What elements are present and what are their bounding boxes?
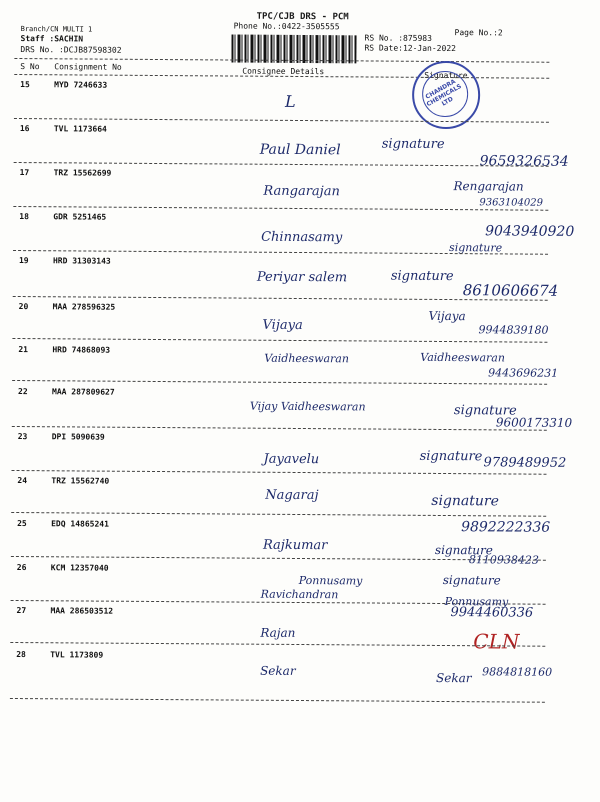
row-divider (10, 698, 545, 703)
row-signature-handwritten: Rengarajan (453, 179, 524, 194)
row-consignee-handwritten: Vijay Vaidheeswaran (249, 399, 366, 414)
row-consignee-handwritten: Ponnusamy (298, 573, 363, 588)
row-sno: 23 (17, 432, 28, 442)
row-phone-handwritten: 9944839180 (478, 323, 549, 337)
row-phone-handwritten: 9892222336 (461, 519, 551, 536)
col-consignment-header: Consignment No (54, 62, 122, 72)
row-signature-handwritten: signature (434, 542, 493, 558)
row-divider (11, 470, 546, 475)
row-sno: 24 (17, 476, 28, 486)
row-consignee-handwritten: Periyar salem (256, 269, 348, 286)
col-sno-header: S No (20, 62, 40, 72)
row-sno: 20 (18, 302, 29, 312)
row-consignment-no: MAA 287809627 (52, 387, 115, 397)
row-consignment-no: TRZ 15562699 (53, 168, 112, 178)
row-sno: 26 (16, 563, 27, 573)
col-consignee-header: Consignee Details (242, 66, 325, 77)
row-phone-handwritten: 9443696231 (488, 366, 559, 380)
row-consignee-handwritten: Rajkumar (262, 537, 328, 554)
row-consignment-no: KCM 12357040 (50, 563, 109, 573)
row-sno: 15 (20, 80, 30, 90)
row-phone-handwritten: 9944460336 (450, 605, 534, 621)
rs-number: RS No. :875983 (364, 33, 432, 43)
row-consignee-handwritten: Ravichandran (260, 587, 339, 602)
row-consignee-handwritten: Vijaya (262, 317, 303, 334)
row-consignment-no: DPI 5090639 (51, 432, 105, 442)
row-signature-handwritten: Vijaya (428, 308, 466, 324)
rs-date: RS Date:12-Jan-2022 (364, 43, 457, 54)
row-phone-handwritten: 9363104029 (479, 197, 544, 209)
row-phone-handwritten: 8110938423 (468, 553, 539, 567)
row-consignee-handwritten: Jayavelu (263, 451, 320, 468)
row-signature-handwritten: signature (381, 136, 445, 153)
col-signature-header: Signature (424, 70, 468, 81)
row-consignee-handwritten: Rangarajan (263, 183, 340, 200)
row-phone-handwritten: 9043940920 (485, 223, 575, 240)
branch-ref: Branch/CN MULTI 1 (20, 25, 93, 34)
row-consignee-handwritten: Paul Daniel (259, 141, 341, 159)
row-sno: 19 (18, 256, 29, 266)
remark-handwritten-red: CLN (473, 629, 520, 654)
row-signature-handwritten: signature (390, 268, 454, 285)
row-consignment-no: TVL 1173664 (53, 124, 107, 134)
page-number: Page No.:2 (454, 28, 503, 38)
row-divider (11, 512, 546, 517)
row-consignee-handwritten: Vaidheeswaran (264, 351, 350, 366)
row-signature-handwritten: Ponnusamy (444, 595, 509, 609)
row-signature-handwritten: Vaidheeswaran (420, 350, 506, 365)
staff-name: Staff :SACHIN (20, 34, 84, 44)
row-sno: 27 (16, 606, 27, 616)
row-consignee-handwritten: Rajan (260, 625, 296, 640)
row-signature-handwritten: signature (442, 573, 501, 588)
row-phone-handwritten: 9789489952 (483, 455, 567, 471)
row-phone-handwritten: 9884818160 (482, 665, 553, 679)
row-signature-handwritten: signature (419, 448, 483, 465)
drs-number: DRS No. :DCJB87598302 (20, 45, 122, 55)
row-sno: 18 (19, 212, 29, 222)
row-phone-handwritten: 9600173310 (495, 415, 573, 430)
row-consignee-handwritten: Nagaraj (265, 487, 319, 504)
document-title: TPC/CJB DRS - PCM (256, 11, 349, 23)
row-signature-handwritten: signature (431, 492, 499, 510)
row-sno: 25 (17, 519, 27, 529)
row-consignment-no: HRD 74868093 (52, 345, 111, 355)
row-consignee-handwritten: Chinnasamy (261, 229, 343, 246)
row-consignment-no: EDQ 14865241 (51, 519, 109, 529)
row-divider (12, 338, 547, 343)
row-consignment-no: HRD 31303143 (52, 256, 111, 266)
row-sno: 16 (19, 124, 30, 134)
row-consignment-no: MAA 278596325 (52, 302, 116, 312)
row-divider (13, 206, 548, 211)
row-sno: 21 (18, 345, 29, 355)
row-consignment-no: MAA 286503512 (50, 606, 114, 616)
phone-number: Phone No.:0422-3505555 (233, 21, 340, 32)
row-consignment-no: TRZ 15562740 (51, 476, 110, 486)
row-divider (12, 426, 547, 431)
row-signature-handwritten: Sekar (436, 670, 472, 686)
row-sno: 22 (18, 387, 28, 397)
row-sno: 17 (19, 168, 30, 178)
row-consignment-no: MYD 7246633 (54, 80, 108, 90)
row-phone-handwritten: 9659326534 (479, 153, 569, 170)
row-sno: 28 (16, 650, 26, 660)
row-divider (10, 642, 545, 647)
row-consignment-no: TVL 1173809 (50, 650, 104, 660)
row-signature-handwritten: signature (453, 403, 517, 419)
row-consignment-no: GDR 5251465 (53, 212, 107, 222)
row-signature-handwritten: signature (449, 241, 503, 255)
row-consignee-extra-handwritten: Sekar (260, 663, 296, 678)
row-divider (14, 162, 549, 167)
row-consignee-handwritten: L (285, 91, 296, 111)
row-divider (12, 380, 547, 385)
row-phone-handwritten: 8610606674 (462, 281, 559, 300)
company-stamp-text: CHANDRA CHEMICALS LTD (424, 78, 463, 109)
